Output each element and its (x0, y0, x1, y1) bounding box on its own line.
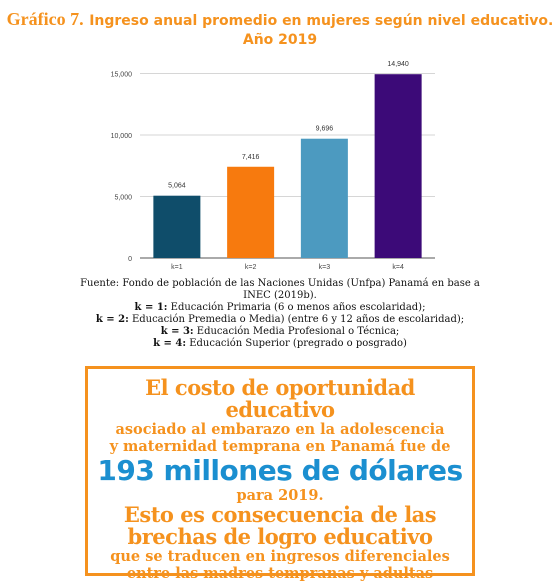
bar-chart (0, 55, 560, 275)
data-label: 9,696 (315, 125, 334, 133)
education-level-legend (80, 302, 480, 350)
y-tick-label: 10,000 (110, 132, 132, 140)
y-tick-label: 5,000 (114, 194, 132, 202)
x-tick-label: k=1 (171, 264, 183, 271)
callout-heading: El costo de oportunidad educativo (145, 375, 415, 422)
chart-title-year: Año 2019 (242, 32, 318, 48)
data-label: 14,940 (387, 61, 409, 69)
callout-text-4: entre las madres tempranas y adultas (126, 565, 434, 582)
callout-amount: 193 millones de dólares (97, 454, 463, 487)
callout-emphasis-2: brechas de logro educativo (127, 524, 433, 549)
legend-key: k = 2: (95, 314, 129, 325)
bar-k=3 (301, 139, 348, 258)
callout-text-1: asociado al embarazo en la adolescencia (115, 421, 445, 438)
legend-line (80, 302, 480, 314)
callout-text-2: y maternidad temprana en Panamá fue de (109, 438, 451, 455)
legend-text: Educación Primaria (6 o menos años escolaridad); (167, 302, 426, 313)
x-tick-label: k=2 (244, 264, 257, 271)
bar-k=1 (153, 196, 200, 258)
callout-box (85, 366, 475, 582)
legend-key: k = 4: (153, 338, 187, 349)
data-label: 5,064 (168, 182, 186, 190)
y-tick-label: 0 (128, 256, 132, 263)
chart-title-text: Ingreso anual promedio en mujeres según nivel educativo. (89, 13, 554, 29)
callout-year: para 2019. (236, 487, 324, 504)
legend-text: Educación Premedia o Media) (entre 6 y 12 años de escolaridad); (128, 314, 465, 325)
chart-title-prefix: Gráfico 7. (6, 9, 84, 29)
source-note: Fuente: Fondo de población de las Naciones Unidas (Unfpa) Panamá en base a INEC (2019b). (80, 278, 480, 301)
legend-line (80, 326, 480, 338)
chart-title (0, 10, 560, 50)
x-tick-label: k=4 (392, 264, 404, 271)
bar-k=2 (227, 167, 274, 258)
legend-text: Educación Media Profesional o Técnica; (193, 326, 400, 337)
callout-text-3: que se traducen en ingresos diferenciales (110, 548, 450, 565)
bar-k=4 (375, 74, 422, 258)
legend-line (80, 314, 480, 326)
legend-line (80, 338, 480, 350)
y-tick-label: 15,000 (110, 71, 132, 79)
legend-text: Educación Superior (pregrado o posgrado) (186, 338, 407, 349)
legend-key: k = 1: (134, 302, 168, 313)
callout-emphasis-1: Esto es consecuencia de las (123, 502, 437, 527)
legend-key: k = 3: (160, 326, 194, 337)
chart-notes (80, 278, 480, 350)
data-label: 7,416 (241, 153, 260, 161)
x-tick-label: k=3 (318, 264, 331, 271)
